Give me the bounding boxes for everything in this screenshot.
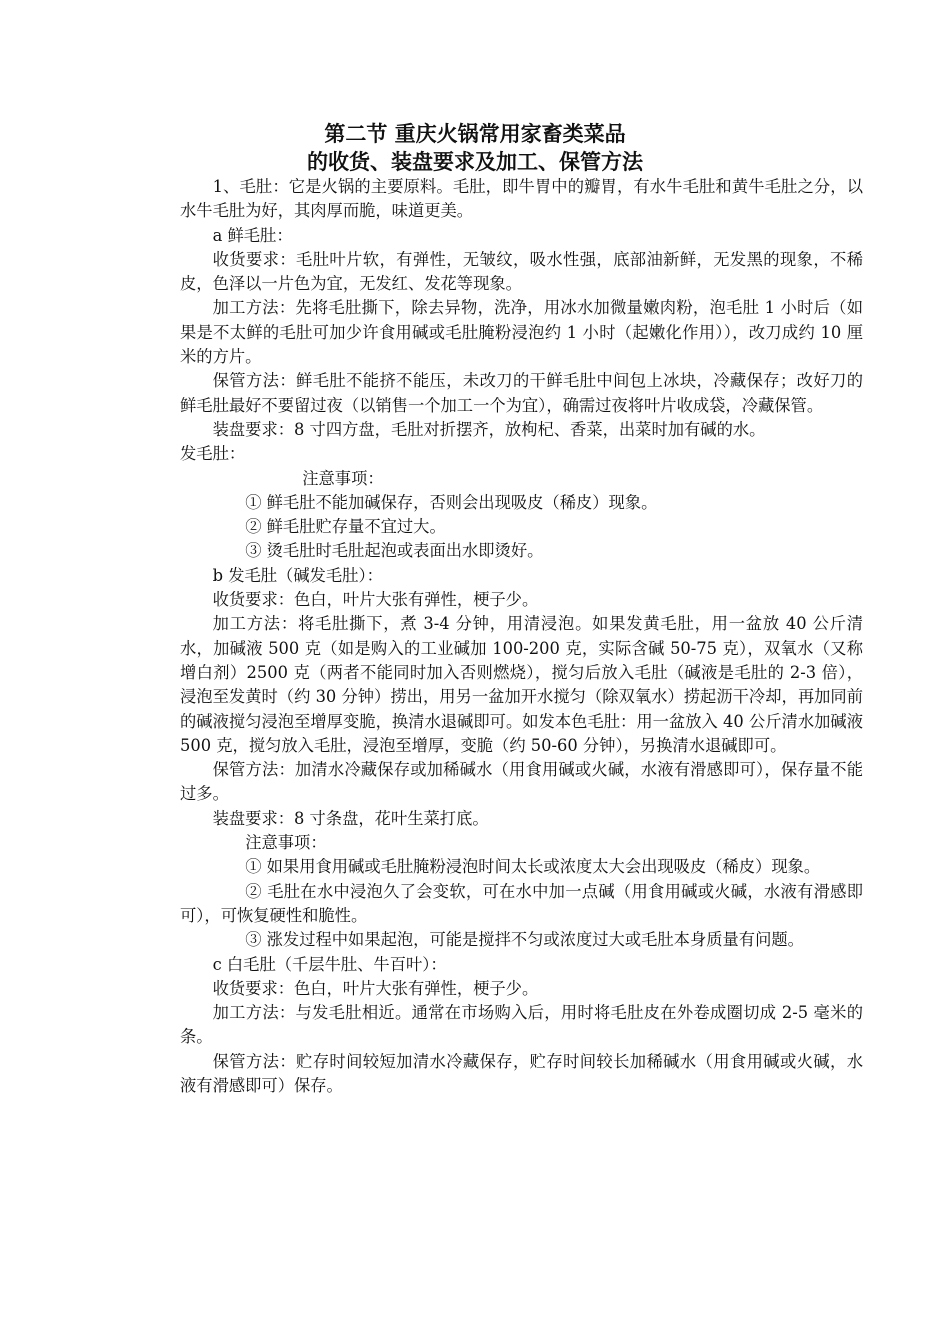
- document-body: [180, 175, 863, 1098]
- section-title-line-1: 第二节 重庆火锅常用家畜类菜品: [324, 122, 626, 146]
- paragraph-note-b3: ③ 涨发过程中如果起泡，可能是搅拌不匀或浓度过大或毛肚本身质量有问题。: [245, 930, 804, 950]
- paragraph-soaked-tripe-label: 发毛肚：: [180, 444, 246, 464]
- paragraph-receiving-requirements-b: 收货要求：色白，叶片大张有弹性，梗子少。: [212, 590, 539, 610]
- paragraph-storage-method-b: 保管方法：加清水冷藏保存或加稀碱水（用食用碱或火碱，水液有滑感即可），保存量不能过多。: [180, 760, 863, 804]
- paragraph-note-b1: ① 如果用食用碱或毛肚腌粉浸泡时间太长或浓度太大会出现吸皮（稀皮）现象。: [245, 857, 821, 877]
- paragraph-note-b2: ② 毛肚在水中浸泡久了会变软，可在水中加一点碱（用食用碱或火碱，水液有滑感即可），可恢复硬性和脆性。: [180, 881, 863, 925]
- paragraph-alkali-tripe-heading: b 发毛肚（碱发毛肚）：: [212, 565, 383, 585]
- paragraph-notes-heading: 注意事项：: [302, 468, 384, 488]
- paragraph-plating-requirements: 装盘要求：8 寸四方盘，毛肚对折摆齐，放枸杞、香菜，出菜时加有碱的水。: [212, 419, 766, 439]
- paragraph-storage-method: 保管方法：鲜毛肚不能挤不能压，未改刀的干鲜毛肚中间包上冰块，冷藏保存；改好刀的鲜毛肚最好不要留过夜（以销售一个加工一个为宜），确需过夜将叶片收成袋，冷藏保管。: [180, 371, 863, 415]
- section-title-line-2: 的收货、装盘要求及加工、保管方法: [307, 150, 643, 174]
- paragraph-storage-method-c: 保管方法：贮存时间较短加清水冷藏保存，贮存时间较长加稀碱水（用食用碱或火碱，水液有滑感即可）保存。: [180, 1051, 863, 1095]
- paragraph-receiving-requirements: 收货要求：毛肚叶片软，有弹性，无皱纹，吸水性强，底部油新鲜，无发黑的现象，不稀皮，色泽以一片色为宜，无发红、发花等现象。: [180, 249, 863, 294]
- paragraph-note-3: ③ 烫毛肚时毛肚起泡或表面出水即烫好。: [245, 541, 544, 561]
- paragraph-processing-method-c: 加工方法：与发毛肚相近。通常在市场购入后，用时将毛肚皮在外卷成圈切成 2-5 毫米的条。: [180, 1003, 863, 1047]
- paragraph-receiving-requirements-c: 收货要求：色白，叶片大张有弹性，梗子少。: [212, 978, 539, 998]
- paragraph-white-tripe-heading: c 白毛肚（千层牛肚、牛百叶）：: [212, 954, 447, 974]
- paragraph-note-2: ② 鲜毛肚贮存量不宜过大。: [245, 517, 446, 537]
- paragraph-plating-requirements-b: 装盘要求：8 寸条盘，花叶生菜打底。: [212, 808, 489, 828]
- paragraph-notes-heading-b: 注意事项：: [245, 833, 327, 853]
- paragraph-processing-method: 加工方法：先将毛肚撕下，除去异物，洗净，用冰水加微量嫩肉粉，泡毛肚 1 小时后（如果是不太鲜的毛肚可加少许食用碱或毛肚腌粉浸泡约 1 小时（起嫩化作用）），改刀成约 10 厘米的方片。: [180, 298, 863, 367]
- paragraph-note-1: ① 鲜毛肚不能加碱保存，否则会出现吸皮（稀皮）现象。: [245, 492, 658, 512]
- paragraph-intro: 1、毛肚：它是火锅的主要原料。毛肚，即牛胃中的瓣胃，有水牛毛肚和黄牛毛肚之分，以水牛毛肚为好，其肉厚而脆，味道更美。: [180, 177, 863, 221]
- paragraph-fresh-tripe-heading: a 鲜毛肚：: [212, 225, 293, 245]
- paragraph-processing-method-b: 加工方法：将毛肚撕下，煮 3-4 分钟，用清浸泡。如果发黄毛肚，用一盆放 40 公斤清水，加碱液 500 克（如是购入的工业碱加 100-200 克，实际含碱 50-75 克），双氧水（又称增白剂）2500 克（两者不能同时加入否则燃烧），搅匀后放入毛肚（碱液是毛肚的 2-3 倍），浸泡至发黄时（约 30 分钟）捞出，用另一盆加开水搅匀（除双氧水）捞起沥干冷却，再加同前的碱液搅匀浸泡至增厚变脆，换清水退碱即可。如发本色毛肚：用一盆放入 40 公斤清水加碱液 500 克，搅匀放入毛肚，浸泡至增厚，变脆（约 50-60 分钟），另换清水退碱即可。: [180, 614, 863, 755]
